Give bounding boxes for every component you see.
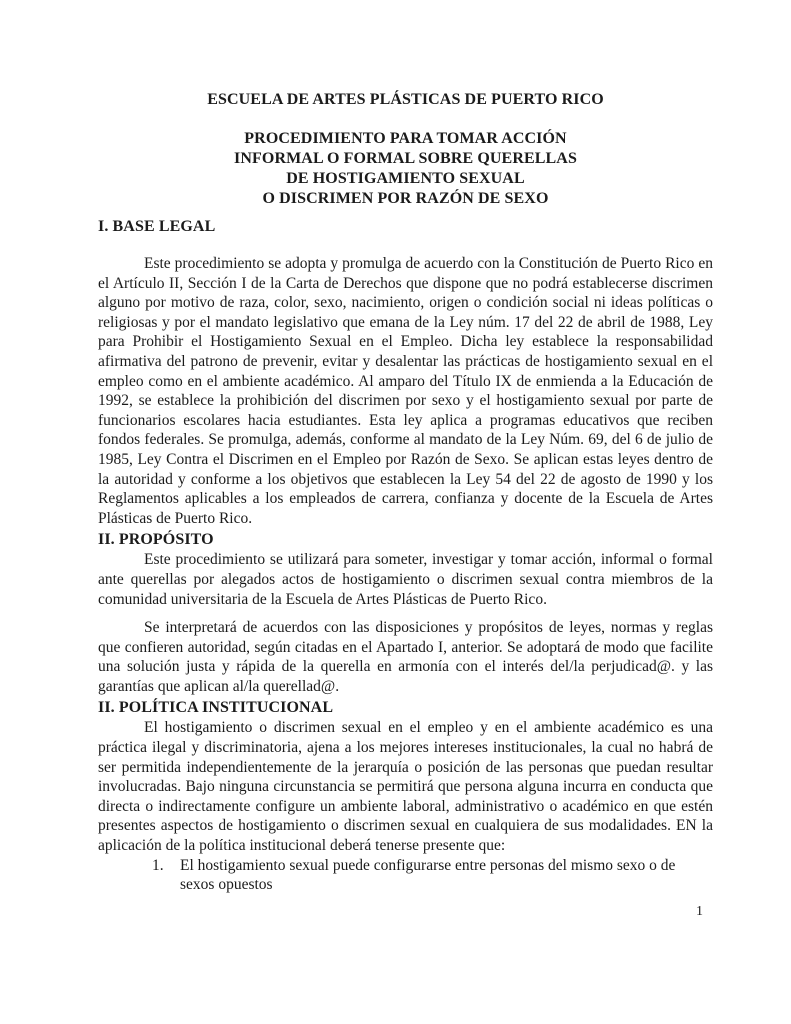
- document-subtitle-line: DE HOSTIGAMIENTO SEXUAL: [286, 170, 525, 187]
- document-subtitle-line: INFORMAL O FORMAL SOBRE QUERELLAS: [234, 150, 577, 167]
- document-subtitle: [98, 129, 713, 209]
- section-heading-base-legal: I. BASE LEGAL: [98, 218, 216, 235]
- document-subtitle-line: PROCEDIMIENTO PARA TOMAR ACCIÓN: [244, 130, 567, 147]
- section-proposito: [98, 530, 713, 696]
- list-item-number: 1.: [152, 856, 164, 874]
- list-item-text: El hostigamiento sexual puede configurarse entre personas del mismo sexo o de sexos opuestos: [180, 856, 676, 894]
- paragraph: Se interpretará de acuerdos con las disposiciones y propósitos de leyes, normas y reglas que confieren autoridad, según citadas en el Apartado I, anterior. Se adoptará de modo que facilite una solución justa y rápida de la querella en armonía con el interés del/la perjudicad@. y las garantías que aplican al/la querellad@.: [98, 619, 713, 695]
- section-base-legal: [98, 217, 713, 528]
- numbered-list: [98, 856, 713, 895]
- paragraph: El hostigamiento o discrimen sexual en el empleo y en el ambiente académico es una práctica ilegal y discriminatoria, ajena a los mejores intereses institucionales, la cual no habrá de ser permitida independientemente de la jerarquía o posición de las personas que puedan resultar involucradas. Bajo ninguna circunstancia se permitirá que persona alguna incurra en conducta que directa o indirectamente configure un ambiente laboral, administrativo o académico en que estén presentes aspectos de hostigamiento o discrimen sexual en cualquiera de sus modalidades. EN la aplicación de la política institucional deberá tenerse presente que:: [98, 719, 713, 855]
- page-number: 1: [696, 904, 703, 919]
- paragraph: Este procedimiento se utilizará para someter, investigar y tomar acción, informal o formal ante querellas por alegados actos de hostigamiento o discrimen sexual contra miembros de la comunidad universitaria de la Escuela de Artes Plásticas de Puerto Rico.: [98, 551, 713, 608]
- section-heading-proposito: II. PROPÓSITO: [98, 531, 214, 549]
- list-item: [98, 856, 713, 895]
- paragraph: Este procedimiento se adopta y promulga de acuerdo con la Constitución de Puerto Rico en el Artículo II, Sección I de la Carta de Derechos que dispone que no podrá establecerse discrimen alguno por motivo de raza, color, sexo, nacimiento, origen o condición social ni ideas políticas o religiosas y por el mandato legislativo que emana de la Ley núm. 17 del 22 de abril de 1988, Ley para Prohibir el Hostigamiento Sexual en el Empleo. Dicha ley establece la responsabilidad afirmativa del patrono de prevenir, evitar y desalentar las prácticas de hostigamiento sexual en el empleo como en el ambiente académico. Al amparo del Título IX de enmienda a la Educación de 1992, se establece la prohibición del discrimen por sexo y el hostigamiento sexual por parte de funcionarios escolares hacia estudiantes. Esta ley aplica a programas educativos que reciben fondos federales. Se promulga, además, conforme al mandato de la Ley Núm. 69, del 6 de julio de 1985, Ley Contra el Discrimen en el Empleo por Razón de Sexo. Se aplican estas leyes dentro de la autoridad y conforme a los objetivos que establecen la Ley 54 del 22 de agosto de 1990 y los Reglamentos aplicables a los empleados de carrera, confianza y docente de la Escuela de Artes Plásticas de Puerto Rico.: [98, 255, 713, 527]
- document-subtitle-line: O DISCRIMEN POR RAZÓN DE SEXO: [262, 190, 549, 207]
- section-politica-institucional: [98, 698, 713, 894]
- section-heading-politica-institucional: II. POLÍTICA INSTITUCIONAL: [98, 699, 334, 717]
- document-title: ESCUELA DE ARTES PLÁSTICAS DE PUERTO RICO: [207, 91, 604, 108]
